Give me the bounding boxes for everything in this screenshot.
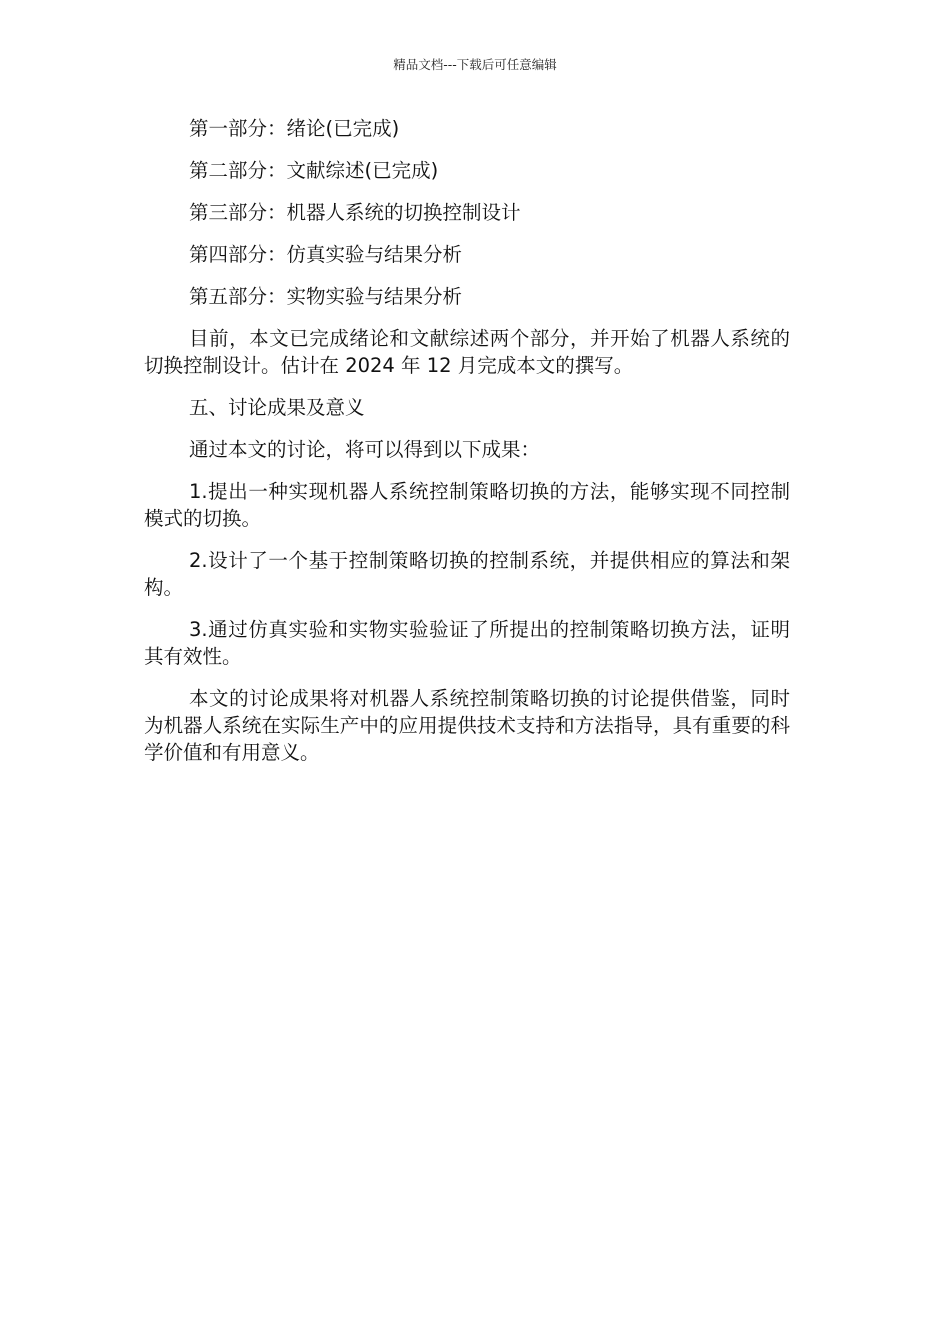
- paragraph-part-one: 第一部分：绪论(已完成): [189, 117, 400, 140]
- paragraph-significance: 本文的讨论成果将对机器人系统控制策略切换的讨论提供借鉴，同时为机器人系统在实际生产中的应用提供技术支持和方法指导，具有重要的科学价值和有用意义。: [144, 687, 790, 764]
- document-body: [144, 115, 790, 781]
- paragraph-part-two: 第二部分：文献综述(已完成): [189, 159, 439, 182]
- paragraph-part-four: 第四部分：仿真实验与结果分析: [189, 243, 463, 266]
- paragraph-results-intro: 通过本文的讨论，将可以得到以下成果：: [189, 438, 541, 461]
- paragraph-progress: 目前，本文已完成绪论和文献综述两个部分，并开始了机器人系统的切换控制设计。估计在 2024 年 12 月完成本文的撰写。: [144, 327, 790, 377]
- section-heading: 五、讨论成果及意义: [189, 396, 365, 419]
- paragraph-result-1: 1.提出一种实现机器人系统控制策略切换的方法，能够实现不同控制模式的切换。: [144, 480, 790, 530]
- paragraph-part-three: 第三部分：机器人系统的切换控制设计: [189, 201, 521, 224]
- paragraph-part-five: 第五部分：实物实验与结果分析: [189, 285, 463, 308]
- paragraph-result-3: 3.通过仿真实验和实物实验验证了所提出的控制策略切换方法，证明其有效性。: [144, 618, 790, 668]
- page-header: 精品文档---下载后可任意编辑: [393, 57, 557, 72]
- paragraph-result-2: 2.设计了一个基于控制策略切换的控制系统，并提供相应的算法和架构。: [144, 549, 790, 599]
